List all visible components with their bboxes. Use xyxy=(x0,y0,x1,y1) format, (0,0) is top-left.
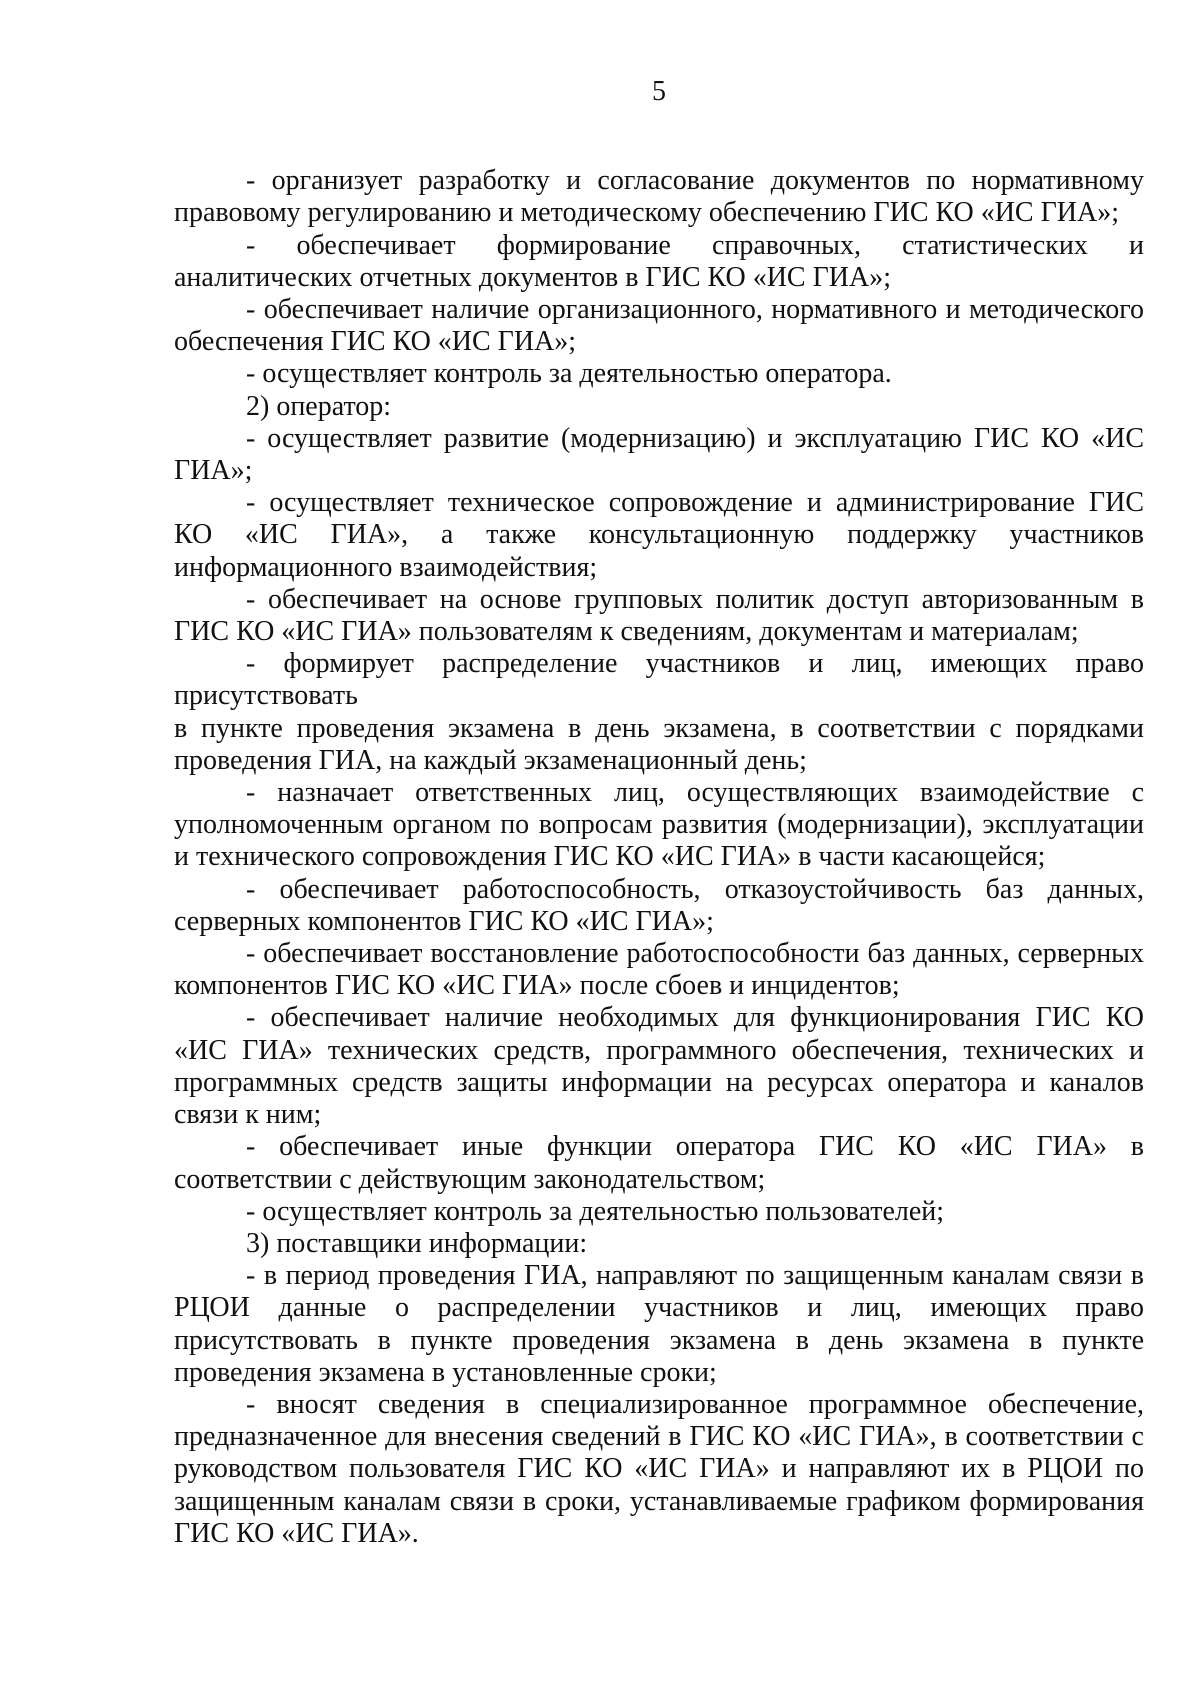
paragraph-responsible-persons: - назначает ответственных лиц, осуществляющих взаимодействие с уполномоченным органом по вопросам развития (модернизации), эксплуатации и технического сопровождения ГИС КО «ИС ГИА» в части касающейся; xyxy=(174,777,1144,873)
paragraph-distribution: - формирует распределение участников и лиц, имеющих право присутствовать xyxy=(174,648,1144,712)
paragraph-other-functions: - обеспечивает иные функции оператора ГИС КО «ИС ГИА» в соответствии с действующим законодательством; xyxy=(174,1131,1144,1195)
paragraph-organizes-documents: - организует разработку и согласование документов по нормативному правовому регулированию и методическому обеспечению ГИС КО «ИС ГИА»; xyxy=(174,165,1144,229)
page-number: 5 xyxy=(652,76,666,107)
paragraph-operator-control: - осуществляет контроль за деятельностью оператора. xyxy=(246,358,892,390)
section-suppliers-heading: 3) поставщики информации: xyxy=(246,1227,588,1259)
paragraph-supplier-data: - в период проведения ГИА, направляют по защищенным каналам связи в РЦОИ данные о распределении участников и лиц, имеющих право присутствовать в пункте проведения экзамена в день экзамена в пункте проведения экзамена в установленные сроки; xyxy=(174,1260,1144,1388)
document-page xyxy=(174,76,1144,1550)
paragraph-user-control: - осуществляет контроль за деятельностью пользователей; xyxy=(246,1195,945,1227)
paragraph-methodical-support: - обеспечивает наличие организационного, нормативного и методического обеспечения ГИС КО «ИС ГИА»; xyxy=(174,294,1144,358)
paragraph-technical-support: - осуществляет техническое сопровождение и администрирование ГИС КО «ИС ГИА», а также консультационную поддержку участников информационного взаимодействия; xyxy=(174,487,1144,583)
paragraph-technical-means: - обеспечивает наличие необходимых для функционирования ГИС КО «ИС ГИА» технических средств, программного обеспечения, технических и программных средств защиты информации на ресурсах оператора и каналов связи к ним; xyxy=(174,1002,1144,1131)
paragraph-fault-tolerance: - обеспечивает работоспособность, отказоустойчивость баз данных, серверных компонентов ГИС КО «ИС ГИА»; xyxy=(174,873,1144,937)
section-operator-heading: 2) оператор: xyxy=(246,390,392,422)
paragraph-development: - осуществляет развитие (модернизацию) и эксплуатацию ГИС КО «ИС ГИА»; xyxy=(174,422,1144,487)
paragraph-supplier-entry: - вносят сведения в специализированное программное обеспечение, предназначенное для внесения сведений в ГИС КО «ИС ГИА», в соответствии с руководством пользователя ГИС КО «ИС ГИА» и направляют их в РЦОИ по защищенным каналам связи в сроки, устанавливаемые графиком формирования ГИС КО «ИС ГИА». xyxy=(174,1388,1144,1549)
paragraph-distribution-continued: в пункте проведения экзамена в день экзамена, в соответствии с порядками проведения ГИА, на каждый экзаменационный день; xyxy=(174,712,1144,776)
paragraph-reports: - обеспечивает формирование справочных, статистических и аналитических отчетных документов в ГИС КО «ИС ГИА»; xyxy=(174,229,1144,293)
paragraph-access-policies: - обеспечивает на основе групповых политик доступ авторизованным в ГИС КО «ИС ГИА» пользователям к сведениям, документам и материалам; xyxy=(174,583,1144,648)
paragraph-recovery: - обеспечивает восстановление работоспособности баз данных, серверных компонентов ГИС КО «ИС ГИА» после сбоев и инцидентов; xyxy=(174,938,1144,1002)
